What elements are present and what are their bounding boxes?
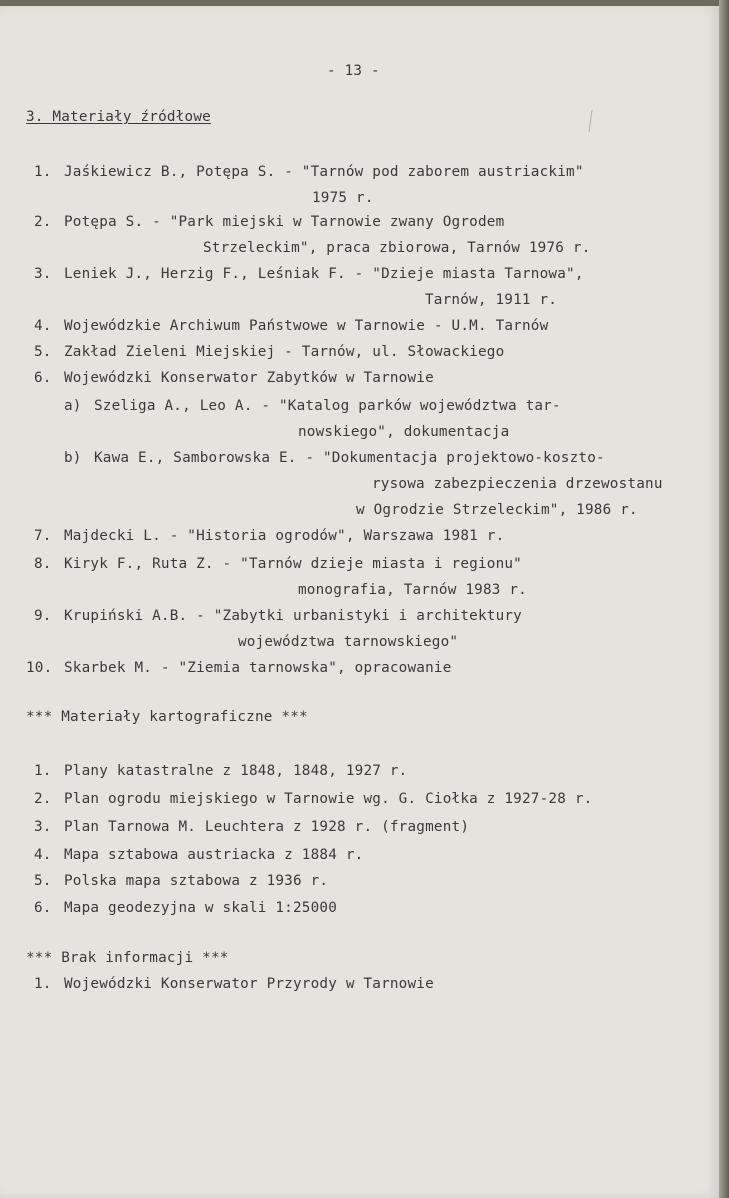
- sublist-item: Kawa E., Samborowska E. - "Dokumentacja projektowo-koszto-: [94, 450, 605, 466]
- list-item-number: 1.: [34, 763, 52, 779]
- list-item: Skarbek M. - "Ziemia tarnowska", opracowanie: [64, 660, 452, 676]
- list-item-number: 6.: [34, 900, 52, 916]
- list-item: Plan ogrodu miejskiego w Tarnowie wg. G. Ciołka z 1927-28 r.: [64, 791, 593, 807]
- list-item: Wojewódzki Konserwator Zabytków w Tarnowie: [64, 370, 434, 386]
- list-item-number: 2.: [34, 214, 52, 230]
- list-item: Jaśkiewicz B., Potępa S. - "Tarnów pod zaborem austriackim": [64, 164, 584, 180]
- list-item: Krupiński A.B. - "Zabytki urbanistyki i architektury: [64, 608, 522, 624]
- sublist-item-continuation: nowskiego", dokumentacja: [298, 424, 510, 440]
- list-item-number: 10.: [26, 660, 53, 676]
- document-page: [0, 6, 722, 1198]
- list-item-number: 4.: [34, 847, 52, 863]
- list-item-number: 3.: [34, 266, 52, 282]
- sublist-item-continuation: w Ogrodzie Strzeleckim", 1986 r.: [356, 502, 638, 518]
- list-item-number: 4.: [34, 318, 52, 334]
- list-item: Wojewódzki Konserwator Przyrody w Tarnowie: [64, 976, 434, 992]
- list-item: Majdecki L. - "Historia ogrodów", Warszawa 1981 r.: [64, 528, 505, 544]
- sublist-item-continuation: rysowa zabezpieczenia drzewostanu: [372, 476, 663, 492]
- list-item-number: 3.: [34, 819, 52, 835]
- page-number: - 13 -: [327, 63, 380, 79]
- list-item: Mapa geodezyjna w skali 1:25000: [64, 900, 338, 916]
- list-item: Zakład Zieleni Miejskiej - Tarnów, ul. Słowackiego: [64, 344, 505, 360]
- list-item: Leniek J., Herzig F., Leśniak F. - "Dzieje miasta Tarnowa",: [64, 266, 584, 282]
- section-heading: 3. Materiały źródłowe: [26, 109, 211, 125]
- sublist-item: Szeliga A., Leo A. - "Katalog parków województwa tar-: [94, 398, 561, 414]
- list-item: Kiryk F., Ruta Z. - "Tarnów dzieje miasta i regionu": [64, 556, 522, 572]
- list-item-number: 5.: [34, 344, 52, 360]
- list-item-continuation: Strzeleckim", praca zbiorowa, Tarnów 1976 r.: [203, 240, 591, 256]
- list-item-continuation: 1975 r.: [312, 190, 374, 206]
- list-item-number: 5.: [34, 873, 52, 889]
- noinfo-heading: *** Brak informacji ***: [26, 950, 229, 966]
- list-item-number: 9.: [34, 608, 52, 624]
- sublist-item-label: b): [64, 450, 82, 466]
- sublist-item-label: a): [64, 398, 82, 414]
- list-item: Wojewódzkie Archiwum Państwowe w Tarnowie - U.M. Tarnów: [64, 318, 549, 334]
- list-item-number: 1.: [34, 976, 52, 992]
- list-item: Polska mapa sztabowa z 1936 r.: [64, 873, 329, 889]
- list-item-continuation: województwa tarnowskiego": [238, 634, 459, 650]
- list-item-number: 6.: [34, 370, 52, 386]
- list-item: Mapa sztabowa austriacka z 1884 r.: [64, 847, 364, 863]
- list-item: Plany katastralne z 1848, 1848, 1927 r.: [64, 763, 408, 779]
- list-item-number: 7.: [34, 528, 52, 544]
- page-edge: [719, 0, 729, 1198]
- list-item-number: 8.: [34, 556, 52, 572]
- list-item-number: 1.: [34, 164, 52, 180]
- list-item: Plan Tarnowa M. Leuchtera z 1928 r. (fragment): [64, 819, 470, 835]
- pencil-mark: [588, 110, 592, 132]
- cartographic-heading: *** Materiały kartograficzne ***: [26, 709, 308, 725]
- list-item-continuation: monografia, Tarnów 1983 r.: [298, 582, 527, 598]
- list-item-continuation: Tarnów, 1911 r.: [425, 292, 558, 308]
- list-item: Potępa S. - "Park miejski w Tarnowie zwany Ogrodem: [64, 214, 505, 230]
- list-item-number: 2.: [34, 791, 52, 807]
